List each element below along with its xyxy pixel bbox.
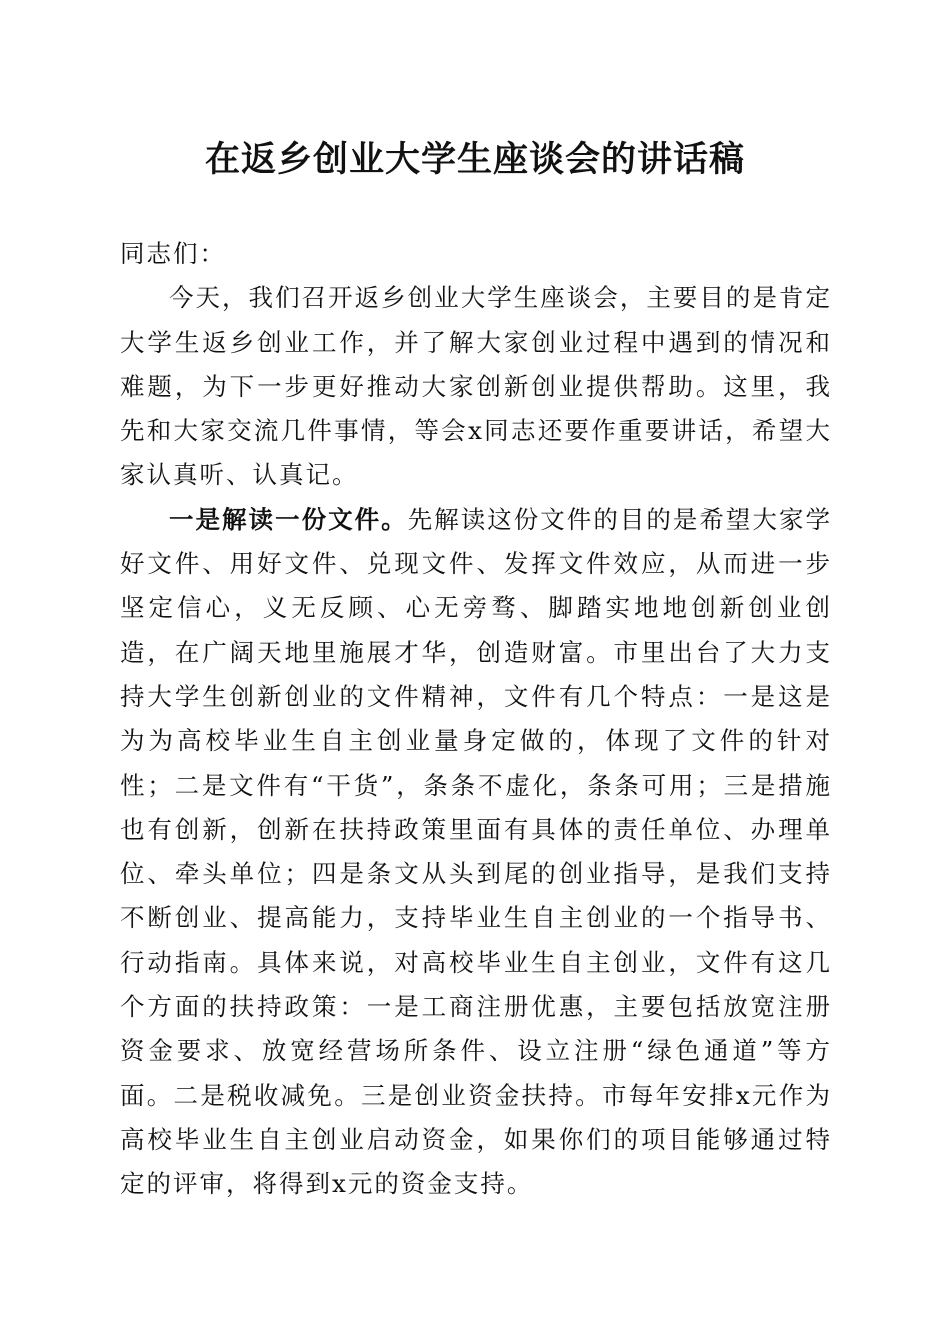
document-body (120, 232, 832, 1207)
document-title: 在返乡创业大学生座谈会的讲话稿 (204, 139, 745, 180)
paragraph-point-one (120, 498, 832, 1207)
paragraph-text: 今天，我们召开返乡创业大学生座谈会，主要目的是肯定大学生返乡创业工作，并了解大家创业过程中遇到的情况和难题，为下一步更好推动大家创新创业提供帮助。这里，我先和大家交流几件事情，等会x同志还要作重要讲话，希望大家认真听、认真记。 (120, 283, 832, 490)
salutation: 同志们： (120, 239, 226, 268)
paragraph-lead: 一是解读一份文件。 (169, 504, 408, 534)
paragraph-opening (120, 276, 832, 497)
paragraph-text: 先解读这份文件的目的是希望大家学好文件、用好文件、兑现文件、发挥文件效应，从而进一步坚定信心，义无反顾、心无旁骛、脚踏实地地创新创业创造，在广阔天地里施展才华，创造财富。市里出台了大力支持大学生创新创业的文件精神，文件有几个特点：一是这是为为高校毕业生自主创业量身定做的，体现了文件的针对性；二是文件有“干货”，条条不虚化，条条可用；三是措施也有创新，创新在扶持政策里面有具体的责任单位、办理单位、牵头单位；四是条文从头到尾的创业指导，是我们支持不断创业、提高能力，支持毕业生自主创业的一个指导书、行动指南。具体来说，对高校毕业生自主创业，文件有这几个方面的扶持政策：一是工商注册优惠，主要包括放宽注册资金要求、放宽经营场所条件、设立注册“绿色通道”等方面。二是税收减免。三是创业资金扶持。市每年安排x元作为高校毕业生自主创业启动资金，如果你们的项目能够通过特定的评审，将得到x元的资金支持。 (120, 504, 832, 1199)
